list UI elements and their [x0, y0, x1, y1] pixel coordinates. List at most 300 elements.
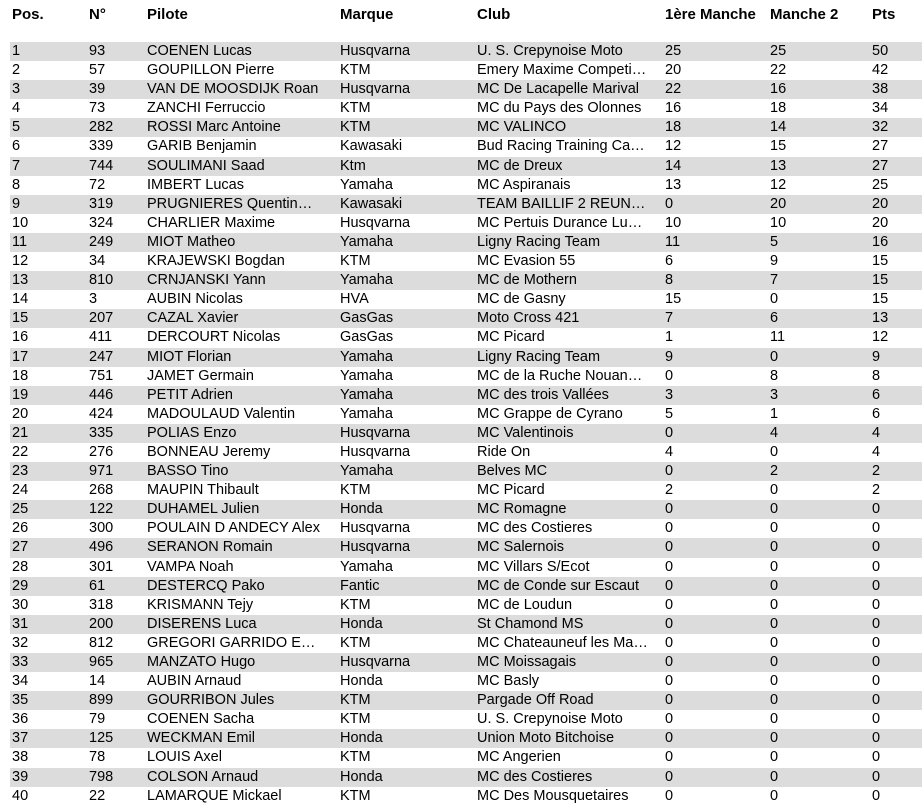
cell-pts: 4	[872, 443, 881, 460]
cell-pos: 31	[12, 615, 29, 632]
cell-m2: 0	[770, 749, 779, 766]
table-row	[10, 42, 922, 61]
cell-pos: 22	[12, 443, 29, 460]
cell-m2: 13	[770, 157, 787, 174]
cell-pts: 0	[872, 577, 881, 594]
cell-num: 751	[89, 367, 114, 384]
cell-m1: 0	[665, 520, 674, 537]
table-row	[10, 596, 922, 615]
cell-marque: Husqvarna	[340, 81, 411, 98]
cell-marque: Yamaha	[340, 405, 393, 422]
cell-marque: Yamaha	[340, 233, 393, 250]
cell-club: MC Grappe de Cyrano	[477, 405, 623, 422]
cell-pilote: BASSO Tino	[147, 463, 229, 480]
cell-club: TEAM BAILLIF 2 REUN…	[477, 195, 646, 212]
cell-marque: KTM	[340, 253, 371, 270]
cell-m2: 9	[770, 253, 779, 270]
cell-club: MC de Conde sur Escaut	[477, 577, 639, 594]
cell-m1: 0	[665, 787, 674, 804]
cell-marque: KTM	[340, 596, 371, 613]
cell-pos: 38	[12, 749, 29, 766]
cell-num: 93	[89, 43, 106, 59]
header-club: Club	[477, 6, 511, 23]
table-row	[10, 99, 922, 118]
cell-pilote: DESTERCQ Pako	[147, 577, 265, 594]
cell-pilote: MIOT Florian	[147, 348, 232, 365]
table-row	[10, 500, 922, 519]
cell-num: 78	[89, 749, 106, 766]
cell-num: 61	[89, 577, 106, 594]
cell-pos: 35	[12, 692, 29, 709]
table-row	[10, 462, 922, 481]
cell-pts: 12	[872, 329, 889, 346]
cell-m1: 0	[665, 463, 674, 480]
cell-pts: 32	[872, 119, 889, 136]
cell-marque: KTM	[340, 634, 371, 651]
cell-m2: 10	[770, 214, 787, 231]
cell-m2: 25	[770, 43, 787, 59]
cell-pilote: MAUPIN Thibault	[147, 482, 259, 499]
cell-m2: 0	[770, 692, 779, 709]
cell-m2: 3	[770, 386, 779, 403]
cell-pts: 0	[872, 539, 881, 556]
cell-m1: 6	[665, 253, 674, 270]
cell-marque: Ktm	[340, 157, 366, 174]
cell-pts: 27	[872, 138, 889, 155]
table-row	[10, 252, 922, 271]
cell-num: 339	[89, 138, 114, 155]
header-pilote: Pilote	[147, 6, 188, 23]
cell-pos: 34	[12, 673, 29, 690]
table-row	[10, 405, 922, 424]
cell-pts: 4	[872, 424, 881, 441]
cell-marque: KTM	[340, 62, 371, 79]
cell-pilote: DERCOURT Nicolas	[147, 329, 281, 346]
cell-m2: 0	[770, 577, 779, 594]
cell-club: MC Picard	[477, 329, 545, 346]
cell-pos: 37	[12, 730, 29, 747]
cell-pilote: COENEN Lucas	[147, 43, 252, 59]
cell-pos: 18	[12, 367, 29, 384]
cell-m1: 0	[665, 711, 674, 728]
cell-pos: 39	[12, 768, 29, 785]
table-row	[10, 214, 922, 233]
cell-marque: Husqvarna	[340, 520, 411, 537]
header-m2: Manche 2	[770, 6, 839, 23]
cell-pts: 15	[872, 253, 889, 270]
cell-club: MC de Mothern	[477, 272, 577, 289]
cell-m1: 20	[665, 62, 682, 79]
cell-marque: KTM	[340, 100, 371, 117]
cell-num: 301	[89, 558, 114, 575]
cell-m2: 0	[770, 348, 779, 365]
cell-m2: 0	[770, 482, 779, 499]
cell-num: 744	[89, 157, 114, 174]
cell-pilote: WECKMAN Emil	[147, 730, 255, 747]
cell-club: MC du Pays des Olonnes	[477, 100, 642, 117]
cell-pilote: IMBERT Lucas	[147, 176, 244, 193]
cell-pilote: GOURRIBON Jules	[147, 692, 275, 709]
cell-pilote: DISERENS Luca	[147, 615, 257, 632]
cell-pilote: PETIT Adrien	[147, 386, 233, 403]
cell-m2: 20	[770, 195, 787, 212]
cell-pilote: POLIAS Enzo	[147, 424, 237, 441]
cell-club: Bud Racing Training Ca…	[477, 138, 645, 155]
cell-pilote: SERANON Romain	[147, 539, 273, 556]
cell-m1: 0	[665, 749, 674, 766]
cell-pilote: BONNEAU Jeremy	[147, 443, 271, 460]
cell-m2: 15	[770, 138, 787, 155]
cell-club: MC de Gasny	[477, 291, 566, 308]
cell-pilote: CHARLIER Maxime	[147, 214, 276, 231]
cell-num: 335	[89, 424, 114, 441]
cell-num: 125	[89, 730, 114, 747]
cell-marque: Husqvarna	[340, 43, 411, 59]
cell-pts: 6	[872, 386, 881, 403]
cell-m2: 12	[770, 176, 787, 193]
cell-marque: GasGas	[340, 310, 394, 327]
cell-pos: 4	[12, 100, 21, 117]
cell-pos: 6	[12, 138, 21, 155]
cell-marque: Honda	[340, 730, 383, 747]
cell-m2: 0	[770, 539, 779, 556]
table-row	[10, 348, 922, 367]
cell-pilote: COLSON Arnaud	[147, 768, 259, 785]
cell-num: 200	[89, 615, 114, 632]
cell-num: 73	[89, 100, 106, 117]
cell-num: 899	[89, 692, 114, 709]
cell-club: MC de Dreux	[477, 157, 563, 174]
cell-club: St Chamond MS	[477, 615, 584, 632]
cell-m1: 4	[665, 443, 674, 460]
table-row	[10, 157, 922, 176]
cell-m1: 0	[665, 539, 674, 556]
cell-m1: 13	[665, 176, 682, 193]
cell-num: 965	[89, 654, 114, 670]
cell-pos: 3	[12, 81, 21, 98]
cell-pts: 0	[872, 615, 881, 632]
cell-club: MC Valentinois	[477, 424, 574, 441]
cell-m1: 0	[665, 673, 674, 690]
cell-club: U. S. Crepynoise Moto	[477, 711, 623, 728]
cell-num: 276	[89, 443, 114, 460]
cell-pos: 33	[12, 654, 29, 670]
cell-pilote: PRUGNIERES Quentin…	[147, 195, 313, 212]
cell-m2: 0	[770, 520, 779, 537]
cell-pts: 15	[872, 272, 889, 289]
cell-m1: 0	[665, 501, 674, 518]
table-row	[10, 710, 922, 729]
cell-pos: 32	[12, 634, 29, 651]
table-row	[10, 558, 922, 577]
cell-m2: 5	[770, 233, 779, 250]
cell-club: MC Villars S/Ecot	[477, 558, 590, 575]
cell-club: Ligny Racing Team	[477, 233, 601, 250]
table-row	[10, 118, 922, 137]
cell-m2: 18	[770, 100, 787, 117]
cell-pts: 20	[872, 195, 889, 212]
cell-m1: 5	[665, 405, 674, 422]
cell-pilote: MANZATO Hugo	[147, 654, 256, 670]
cell-pos: 16	[12, 329, 29, 346]
cell-num: 268	[89, 482, 114, 499]
table-row	[10, 309, 922, 328]
cell-pos: 7	[12, 157, 21, 174]
table-row	[10, 80, 922, 99]
cell-m2: 0	[770, 615, 779, 632]
cell-marque: Husqvarna	[340, 424, 411, 441]
cell-m1: 11	[665, 233, 681, 250]
cell-pilote: AUBIN Nicolas	[147, 291, 243, 308]
cell-m2: 0	[770, 634, 779, 651]
table-row	[10, 615, 922, 634]
cell-m2: 0	[770, 558, 779, 575]
table-header	[0, 4, 922, 26]
cell-pilote: CRNJANSKI Yann	[147, 272, 266, 289]
cell-club: MC Picard	[477, 482, 545, 499]
cell-m1: 12	[665, 138, 682, 155]
cell-club: MC de la Ruche Nouan…	[477, 367, 643, 384]
cell-m1: 7	[665, 310, 674, 327]
cell-marque: KTM	[340, 787, 371, 804]
cell-club: Emery Maxime Competi…	[477, 62, 647, 79]
cell-pilote: DUHAMEL Julien	[147, 501, 260, 518]
cell-m1: 0	[665, 692, 674, 709]
cell-pilote: JAMET Germain	[147, 367, 254, 384]
cell-marque: Husqvarna	[340, 443, 411, 460]
cell-pts: 0	[872, 787, 881, 804]
cell-pts: 16	[872, 233, 889, 250]
cell-pilote: ZANCHI Ferruccio	[147, 100, 266, 117]
cell-marque: KTM	[340, 119, 371, 136]
table-row	[10, 271, 922, 290]
cell-pos: 1	[12, 43, 21, 59]
cell-pilote: LOUIS Axel	[147, 749, 222, 766]
table-row	[10, 768, 922, 787]
cell-pos: 40	[12, 787, 29, 804]
cell-marque: Yamaha	[340, 272, 393, 289]
table-row	[10, 61, 922, 80]
cell-m2: 0	[770, 768, 779, 785]
cell-marque: GasGas	[340, 329, 394, 346]
cell-m2: 0	[770, 291, 779, 308]
cell-pts: 0	[872, 501, 881, 518]
cell-num: 22	[89, 787, 106, 804]
cell-pos: 30	[12, 596, 29, 613]
cell-club: MC Chateauneuf les Ma…	[477, 634, 648, 651]
cell-pts: 2	[872, 482, 881, 499]
cell-pilote: CAZAL Xavier	[147, 310, 239, 327]
cell-pts: 0	[872, 654, 881, 670]
cell-pts: 0	[872, 634, 881, 651]
cell-club: MC Evasion 55	[477, 253, 576, 270]
header-pos: Pos.	[12, 6, 44, 23]
cell-m1: 0	[665, 577, 674, 594]
cell-m2: 22	[770, 62, 787, 79]
cell-pilote: GARIB Benjamin	[147, 138, 257, 155]
cell-club: MC Aspiranais	[477, 176, 571, 193]
cell-m2: 16	[770, 81, 787, 98]
cell-marque: Husqvarna	[340, 214, 411, 231]
cell-pts: 0	[872, 596, 881, 613]
cell-num: 424	[89, 405, 114, 422]
table-row	[10, 691, 922, 710]
header-m1: 1ère Manche	[665, 6, 756, 23]
cell-m1: 1	[665, 329, 674, 346]
cell-marque: Honda	[340, 673, 383, 690]
cell-club: Moto Cross 421	[477, 310, 580, 327]
cell-pts: 0	[872, 520, 881, 537]
cell-pos: 23	[12, 463, 29, 480]
cell-pilote: POULAIN D ANDECY Alex	[147, 520, 320, 537]
cell-m1: 0	[665, 654, 674, 670]
cell-club: MC De Lacapelle Marival	[477, 81, 639, 98]
cell-club: Union Moto Bitchoise	[477, 730, 615, 747]
cell-pilote: SOULIMANI Saad	[147, 157, 265, 174]
cell-m1: 0	[665, 615, 674, 632]
table-row	[10, 328, 922, 347]
cell-marque: HVA	[340, 291, 369, 308]
cell-pos: 20	[12, 405, 29, 422]
cell-pos: 12	[12, 253, 29, 270]
cell-m1: 25	[665, 43, 682, 59]
cell-pilote: MIOT Matheo	[147, 233, 236, 250]
cell-num: 319	[89, 195, 114, 212]
cell-pts: 25	[872, 176, 889, 193]
results-table	[10, 42, 922, 806]
table-row	[10, 672, 922, 691]
table-row	[10, 538, 922, 557]
cell-pos: 24	[12, 482, 29, 499]
cell-num: 14	[89, 673, 106, 690]
cell-club: MC Romagne	[477, 501, 567, 518]
cell-pilote: GOUPILLON Pierre	[147, 62, 275, 79]
cell-marque: Husqvarna	[340, 654, 411, 670]
cell-marque: Yamaha	[340, 176, 393, 193]
cell-m2: 0	[770, 730, 779, 747]
cell-marque: KTM	[340, 692, 371, 709]
cell-marque: KTM	[340, 749, 371, 766]
cell-pts: 20	[872, 214, 889, 231]
table-row	[10, 653, 922, 672]
table-row	[10, 195, 922, 214]
cell-club: MC des Costieres	[477, 520, 593, 537]
cell-pts: 42	[872, 62, 889, 79]
cell-club: MC Pertuis Durance Lu…	[477, 214, 643, 231]
cell-m1: 3	[665, 386, 674, 403]
cell-club: MC des trois Vallées	[477, 386, 609, 403]
cell-pilote: LAMARQUE Mickael	[147, 787, 282, 804]
table-row	[10, 519, 922, 538]
cell-pos: 10	[12, 214, 29, 231]
cell-pos: 25	[12, 501, 29, 518]
cell-num: 798	[89, 768, 114, 785]
cell-pts: 38	[872, 81, 889, 98]
cell-pos: 26	[12, 520, 29, 537]
cell-num: 300	[89, 520, 114, 537]
cell-pos: 9	[12, 195, 21, 212]
cell-m2: 0	[770, 501, 779, 518]
cell-m1: 0	[665, 424, 674, 441]
cell-num: 79	[89, 711, 106, 728]
cell-num: 249	[89, 233, 114, 250]
table-row	[10, 748, 922, 767]
cell-num: 446	[89, 386, 114, 403]
cell-num: 324	[89, 214, 114, 231]
table-row	[10, 137, 922, 156]
table-row	[10, 290, 922, 309]
cell-club: MC Des Mousquetaires	[477, 787, 629, 804]
cell-pos: 27	[12, 539, 29, 556]
cell-pos: 19	[12, 386, 29, 403]
cell-m1: 9	[665, 348, 674, 365]
cell-m1: 0	[665, 558, 674, 575]
cell-m2: 4	[770, 424, 779, 441]
cell-num: 810	[89, 272, 114, 289]
cell-m2: 2	[770, 463, 779, 480]
cell-club: MC Angerien	[477, 749, 561, 766]
cell-club: Ride On	[477, 443, 531, 460]
cell-m2: 14	[770, 119, 787, 136]
cell-pts: 0	[872, 692, 881, 709]
cell-marque: Kawasaki	[340, 195, 403, 212]
cell-m1: 14	[665, 157, 682, 174]
cell-pts: 50	[872, 43, 889, 59]
cell-marque: Yamaha	[340, 348, 393, 365]
cell-club: Ligny Racing Team	[477, 348, 601, 365]
cell-m1: 0	[665, 730, 674, 747]
cell-m2: 8	[770, 367, 779, 384]
cell-marque: Fantic	[340, 577, 380, 594]
cell-pos: 14	[12, 291, 29, 308]
cell-club: Pargade Off Road	[477, 692, 594, 709]
cell-club: MC des Costieres	[477, 768, 593, 785]
cell-m1: 0	[665, 596, 674, 613]
cell-pts: 2	[872, 463, 881, 480]
cell-num: 207	[89, 310, 114, 327]
cell-m1: 22	[665, 81, 682, 98]
cell-pts: 27	[872, 157, 889, 174]
cell-num: 411	[89, 329, 113, 346]
cell-m1: 0	[665, 768, 674, 785]
table-row	[10, 787, 922, 806]
cell-num: 971	[89, 463, 114, 480]
cell-pos: 5	[12, 119, 21, 136]
cell-m1: 0	[665, 367, 674, 384]
cell-pos: 36	[12, 711, 29, 728]
cell-m1: 0	[665, 195, 674, 212]
table-row	[10, 386, 922, 405]
cell-marque: Husqvarna	[340, 539, 411, 556]
table-row	[10, 634, 922, 653]
cell-m2: 0	[770, 787, 779, 804]
table-row	[10, 729, 922, 748]
header-marque: Marque	[340, 6, 394, 23]
cell-club: MC Moissagais	[477, 654, 577, 670]
table-row	[10, 577, 922, 596]
cell-m2: 0	[770, 654, 779, 670]
cell-pos: 11	[12, 233, 28, 250]
cell-pts: 8	[872, 367, 881, 384]
table-row	[10, 481, 922, 500]
cell-num: 34	[89, 253, 106, 270]
cell-marque: Honda	[340, 615, 383, 632]
cell-num: 812	[89, 634, 114, 651]
cell-club: MC Basly	[477, 673, 540, 690]
table-row	[10, 233, 922, 252]
table-row	[10, 424, 922, 443]
cell-num: 57	[89, 62, 106, 79]
